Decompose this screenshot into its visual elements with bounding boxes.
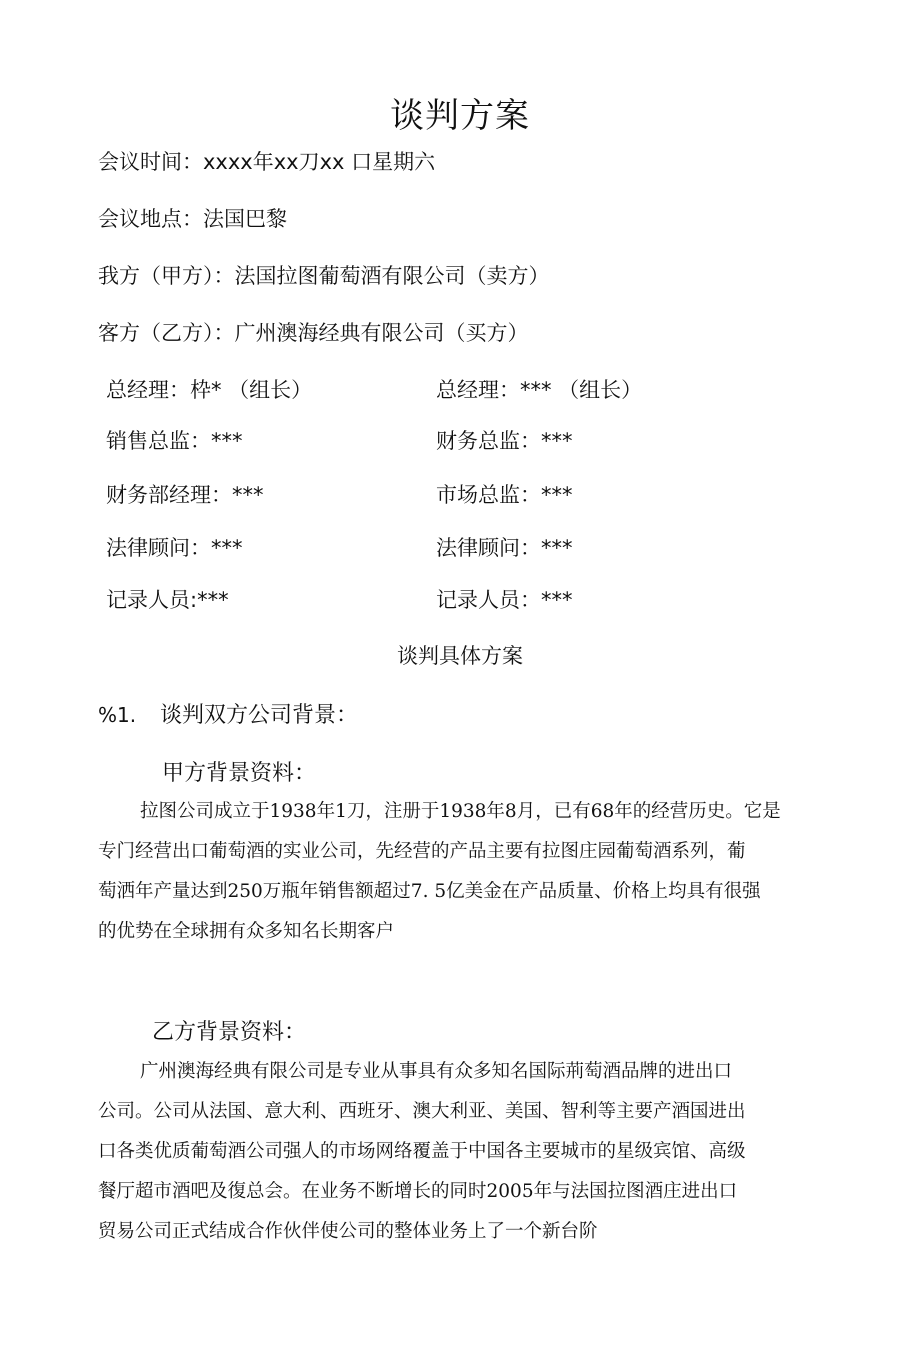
party-b-member: 法律顾问：*** [436,536,573,560]
paragraph-line: 餐厅超市酒吧及復总会。在业务不断增长的同时2005年与法国拉图酒庄进出口 [98,1181,738,1202]
party-b-member: 市场总监：*** [436,483,573,507]
party-b-member: 财务总监：*** [436,429,573,453]
paragraph-line: 广州澳海经典有限公司是专业从事具有众多知名国际荊萄酒品牌的进出口 [140,1061,733,1082]
meeting-time: 会议时间：xxxx年xx刀xx 口星期六 [98,150,436,174]
party-a-member: 记录人员:*** [106,588,229,612]
section-heading [98,698,358,729]
document-title: 谈判方案 [390,96,530,136]
paragraph-line: 的优势在全球拥有众多知名长期客户 [98,921,395,942]
paragraph-line: 拉图公司成立于1938年1刀，注册于1938年8月，已有68年的经营历史。它是 [140,801,781,822]
party-b-background-heading: 乙方背景资料： [152,1020,307,1045]
party-b-member: 记录人员：*** [436,588,573,612]
party-b: 客方（乙方）：广州澳海经典有限公司（买方） [98,321,529,345]
paragraph-line: 专门经营出口葡萄酒的实业公司，先经营的产品主要有拉图庄园葡萄酒系列，葡 [98,841,746,862]
party-a-member: 销售总监：*** [106,429,243,453]
party-a-member: 法律顾问：*** [106,536,243,560]
party-b-background-paragraph [98,1052,798,1252]
party-a-member: 总经理：枠* （组长） [106,378,313,402]
party-a-background-paragraph [98,792,798,952]
section-number: %1. [98,703,137,727]
paragraph-line: 口各类优质葡萄酒公司强人的市场网络覆盖于中国各主要城市的星级宾馆、高级 [98,1141,746,1162]
party-a-background-heading: 甲方背景资料： [162,761,317,786]
party-a-member: 财务部经理：*** [106,483,264,507]
section-title: 谈判双方公司背景： [160,703,359,728]
plan-subtitle: 谈判具体方案 [397,644,523,668]
party-b-member: 总经理：*** （组长） [436,378,643,402]
paragraph-line: 萄洒年产量达到250万瓶年销售额超过7. 5亿美金在产品质量、价格上均具有很强 [98,881,761,902]
meeting-place: 会议地点：法国巴黎 [98,207,287,231]
paragraph-line: 公司。公司从法国、意大利、西班牙、澳大利亚、美国、智利等主要产酒国进出 [98,1101,746,1122]
paragraph-line: 贸易公司正式结成合作伙伴使公司的整体业务上了一个新台阶 [98,1221,598,1242]
party-a: 我方（甲方）：法国拉图葡萄酒有限公司（卖方） [98,264,550,288]
